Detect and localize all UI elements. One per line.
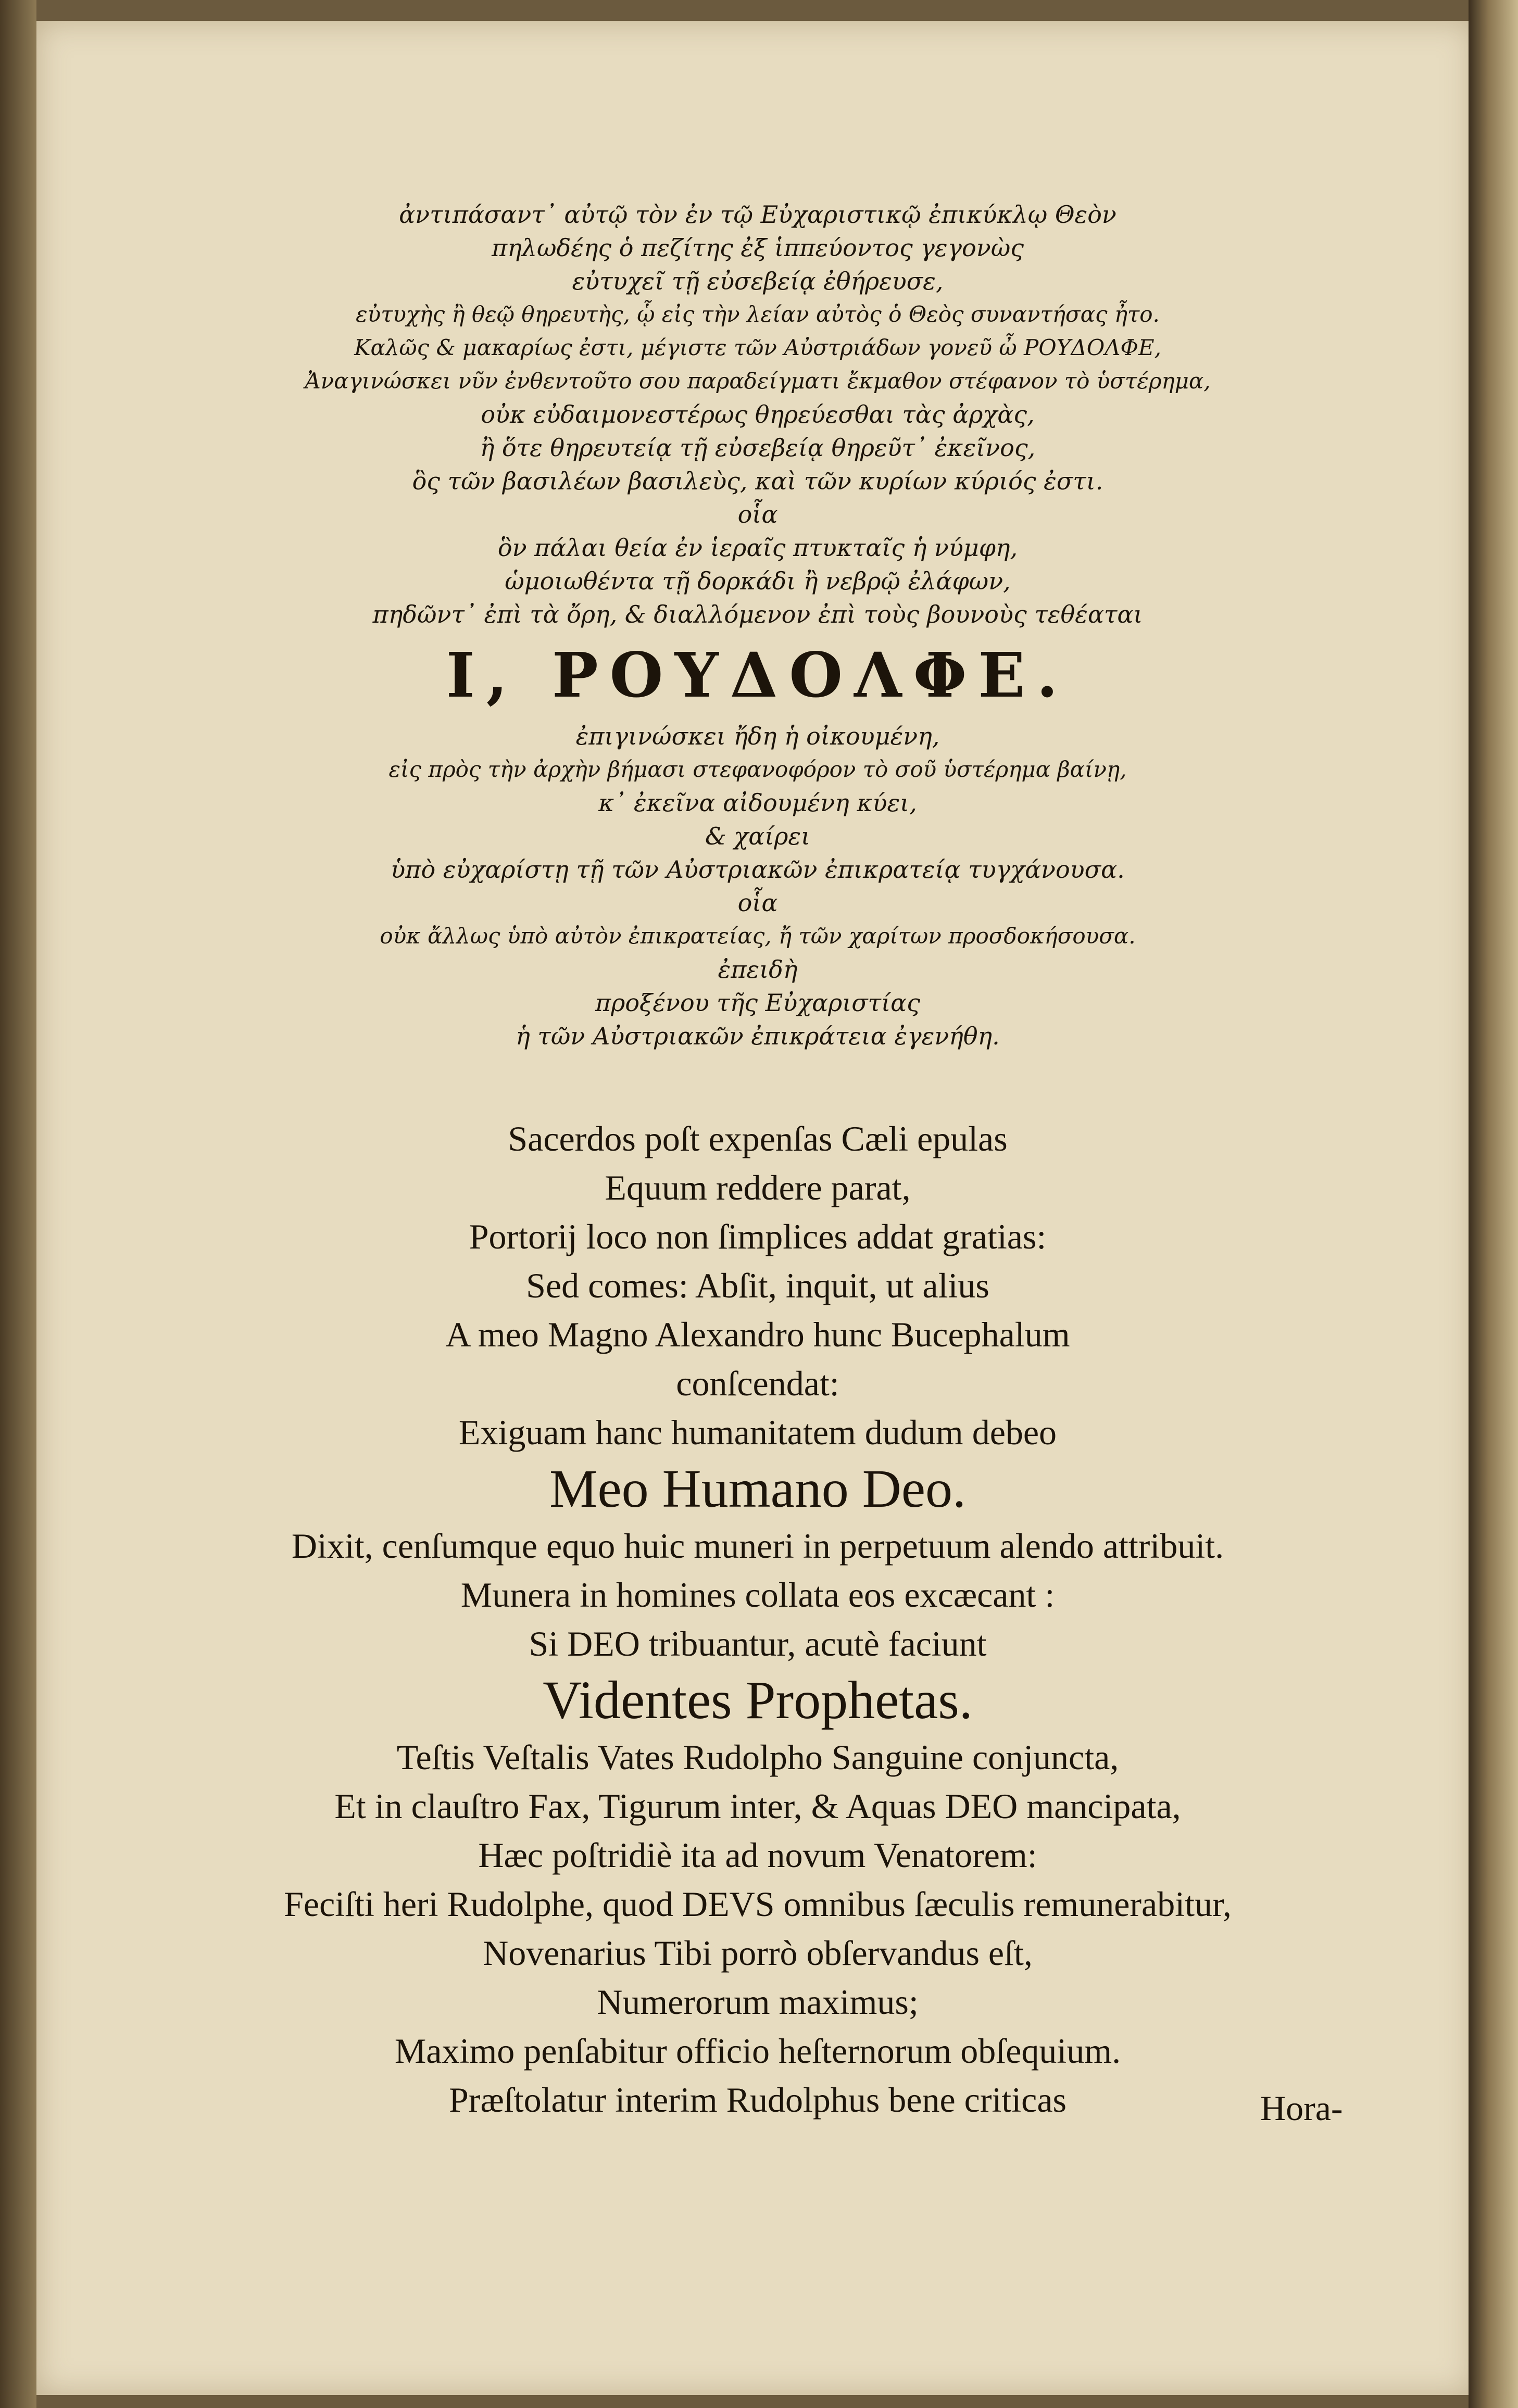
latin-line: Dixit, cenſumque equo huic muneri in perpetuum alendo attribuit. [291,1526,1224,1566]
greek-line: εἰς πρὸς τὴν ἀρχὴν βήμασι στεφανοφόρον τὸ σοῦ ὑστέρημα βαίνῃ, [388,757,1127,782]
latin-line: Portorij loco non ſimplices addat gratias: [469,1217,1047,1256]
latin-line: Sed comes: Abſit, inquit, ut alius [526,1266,989,1305]
greek-line: ἀντιπάσαντ᾽ αὐτῷ τὸν ἐν τῷ Εὐχαριστικῷ ἐπικύκλῳ Θεὸν [399,200,1116,229]
greek-line: ὃς τῶν βασιλέων βασιλεὺς, καὶ τῶν κυρίων κύριός ἐστι. [412,467,1103,495]
latin-line: Si DEO tribuantur, acutè faciunt [529,1624,987,1663]
greek-line: εὐτυχεῖ τῇ εὐσεβείᾳ ἐθήρευσε, [572,267,944,295]
greek-line: πηδῶντ᾽ ἐπὶ τὰ ὄρη, & διαλλόμενον ἐπὶ τοὺς βουνοὺς τεθέαται [372,600,1143,628]
greek-line: πηλωδέης ὁ πεζίτης ἐξ ἱππεύοντος γεγονὼς [492,234,1024,262]
latin-line: Numerorum maximus; [597,1982,919,2022]
greek-line: ὃν πάλαι θεία ἐν ἱεραῖς πτυκταῖς ἡ νύμφη, [497,534,1018,562]
latin-line: Hæc poſtridiè ita ad novum Venatorem: [478,1835,1037,1875]
greek-line: & χαίρει [705,822,811,850]
latin-line: Et in clauſtro Fax, Tigurum inter, & Aquas DEO mancipata, [334,1786,1181,1826]
latin-line: Meo Humano Deo. [549,1459,967,1519]
book-gutter [1469,0,1518,2408]
latin-line: A meo Magno Alexandro hunc Bucephalum [445,1315,1070,1354]
greek-line: οἷα [737,500,778,528]
latin-line: Novenarius Tibi porrò obſervandus eſt, [483,1933,1033,1973]
greek-line: εὐτυχὴς ἢ θεῷ θηρευτὴς, ᾧ εἰς τὴν λείαν αὐτὸς ὁ Θεὸς συναντήσας ἦτο. [356,301,1160,327]
greek-line: οὐκ εὐδαιμονεστέρως θηρεύεσθαι τὰς ἀρχὰς, [481,400,1035,428]
latin-line: Videntes Prophetas. [543,1670,973,1730]
greek-line: ἐπειδὴ [718,955,798,984]
greek-text-block [172,198,1344,1053]
greek-line: ὡμοιωθέντα τῇ δορκάδι ἢ νεβρῷ ἐλάφων, [505,567,1011,595]
greek-line: ὑπὸ εὐχαρίστῃ τῇ τῶν Αὐστριακῶν ἐπικρατείᾳ τυγχάνουσα. [391,855,1125,884]
catchword: Hora- [1260,2088,1343,2128]
greek-line: ἡ τῶν Αὐστριακῶν ἐπικράτεια ἐγενήθη. [516,1022,1000,1050]
latin-line: Teſtis Veſtalis Vates Rudolpho Sanguine conjuncta, [396,1737,1119,1777]
greek-line: οἷα [737,889,778,917]
greek-line: κ᾽ ἐκεῖνα αἰδουμένη κύει, [598,789,917,817]
greek-line: Ἀναγινώσκει νῦν ἐνθεντοῦτο σου παραδείγματι ἔκμαθον στέφανον τὸ ὑστέρημα, [305,368,1211,394]
latin-line: conſcendat: [676,1364,839,1403]
latin-line: Maximo penſabitur officio heſternorum obſequium. [394,2031,1121,2071]
latin-line: Præſtolatur interim Rudolphus bene criticas [448,2080,1067,2120]
greek-line: ἢ ὅτε θηρευτείᾳ τῇ εὐσεβείᾳ θηρεῦτ᾽ ἐκεῖνος, [480,434,1036,462]
greek-line: Ι, ΡΟΥΔΟΛΦΕ. [446,639,1070,711]
greek-line: Καλῶς & μακαρίως ἐστι, μέγιστε τῶν Αὐστριάδων γονεῦ ὦ ΡΟΥΔΟΛΦΕ, [354,335,1161,360]
latin-text-block [172,1114,1344,2124]
greek-line: προξένου τῆς Εὐχαριστίας [595,989,920,1017]
previous-leaf-edge [0,0,36,2408]
greek-line: ἐπιγινώσκει ἤδη ἡ οἰκουμένη, [575,722,940,750]
latin-line: Sacerdos poſt expenſas Cæli epulas [508,1119,1008,1158]
latin-line: Munera in homines collata eos excæcant : [460,1575,1055,1615]
latin-line: Equum reddere parat, [605,1168,911,1207]
latin-line: Exiguam hanc humanitatem dudum debeo [458,1413,1057,1452]
greek-line: οὐκ ἄλλως ὑπὸ αὐτὸν ἐπικρατείας, ἤ τῶν χαρίτων προσδοκήσουσα. [380,923,1136,949]
latin-line: Feciſti heri Rudolphe, quod DEVS omnibus ſæculis remunerabitur, [284,1884,1232,1924]
